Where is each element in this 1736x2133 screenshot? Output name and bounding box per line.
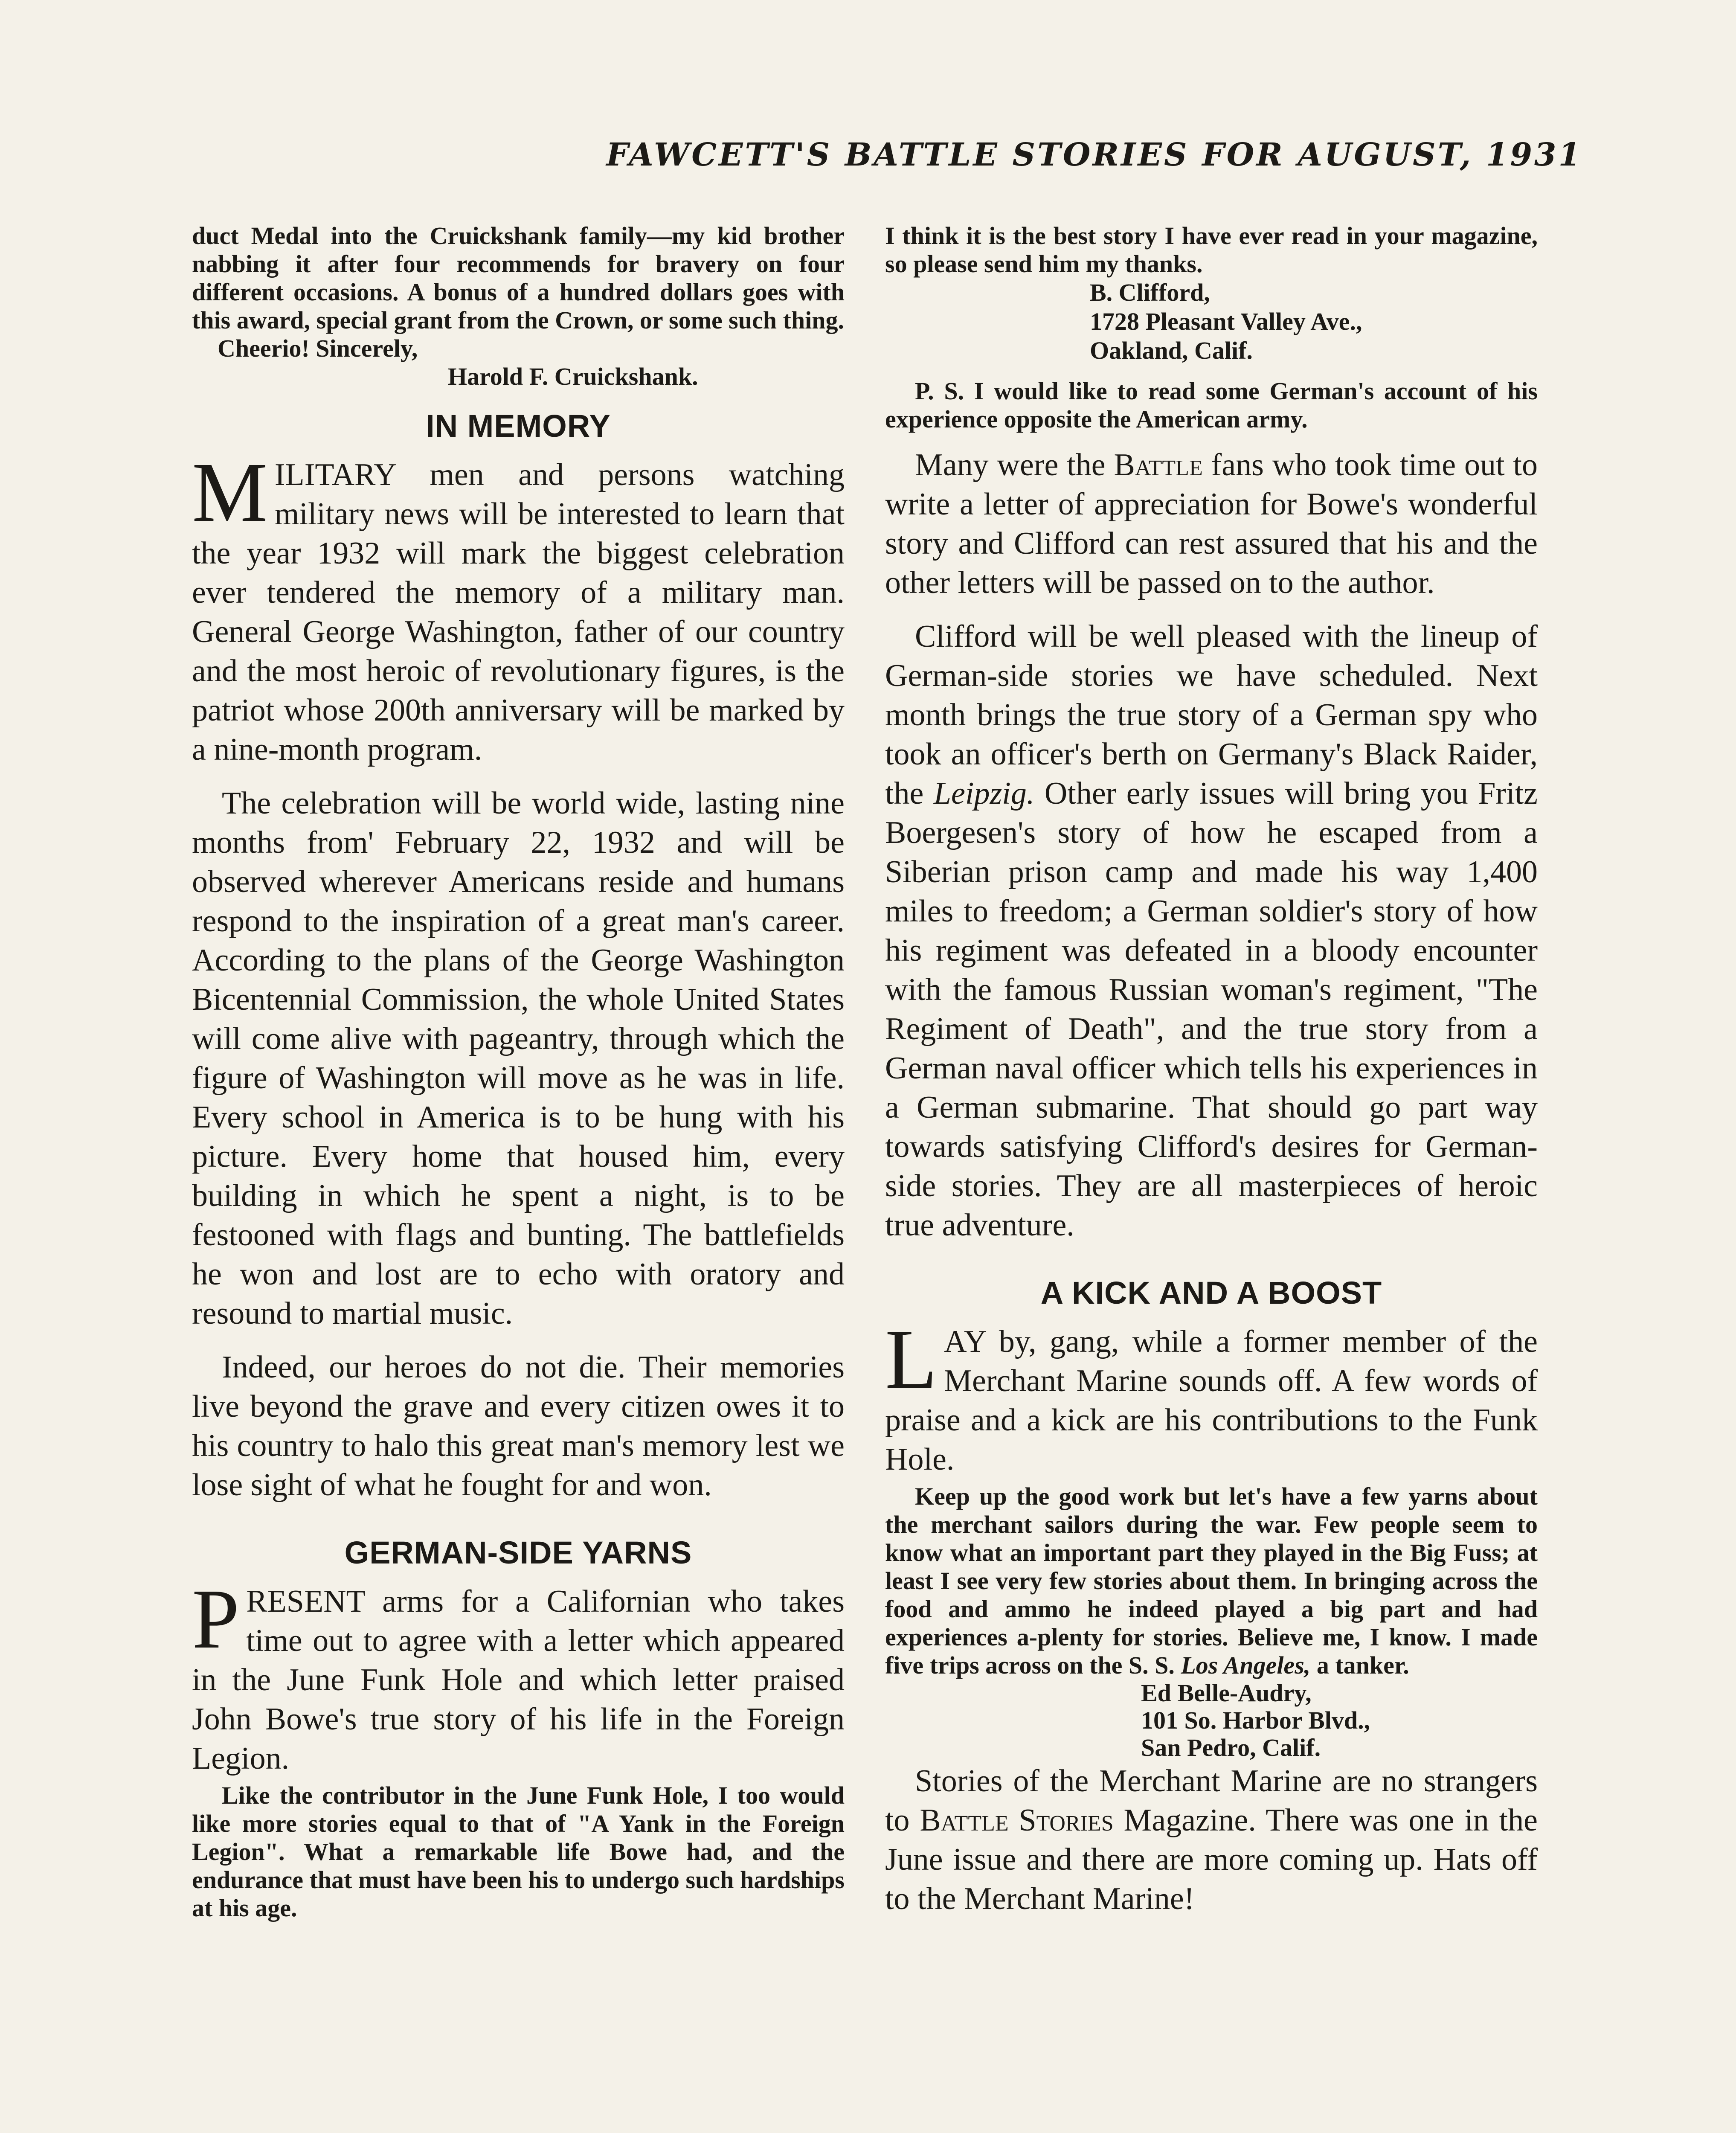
- letter-text: Keep up the good work but let's have a few yarns about the merchant sailors during the war. Few people seem to know what an important part they played in the Big Fuss; at least I see very few stories about them. In bringing across the food and ammo he indeed played a big part and had experiences a-plenty for stories. Believe me, I know. I made five trips across on the S. S.: [885, 1482, 1538, 1679]
- left-column: [192, 222, 845, 1934]
- battle-fans-paragraph: [885, 445, 1538, 602]
- letter-postscript: P. S. I would like to read some German's account of his experience opposite the American army.: [885, 377, 1538, 433]
- letter-cruickshank: [192, 222, 845, 391]
- letter-clifford: Like the contributor in the June Funk Hole, I too would like more stories equal to that of "A Yank in the Foreign Legion". What a remarkable life Bowe had, and the endurance that must have been his to undergo such hardships at his age.: [192, 1781, 845, 1922]
- paragraph-text: ILITARY men and persons watching military news will be interested to learn that the year 1932 will mark the biggest celebration ever tendered the memory of a military man. General George Washington, father of our country and the most heroic of revolutionary figures, is the patriot whose 200th anniversary will be marked by a nine-month program.: [192, 457, 845, 767]
- letter-signature: Harold F. Cruickshank.: [448, 363, 698, 390]
- magazine-name: Battle: [1114, 448, 1203, 482]
- paragraph-text: Clifford will be well pleased with the lineup of German-side stories we have scheduled. Next month brings the true story of a German spy who took an officer's berth on Germany's Black Raider, the: [885, 619, 1538, 811]
- drop-cap: M: [192, 445, 268, 540]
- heading-kick-and-boost: A KICK AND A BOOST: [1040, 1275, 1382, 1311]
- ship-name: Los Angeles,: [1181, 1651, 1311, 1679]
- kick-paragraph-1: [885, 1312, 1538, 1479]
- letter-closing: Cheerio! Sincerely,: [218, 334, 418, 362]
- address-clifford: [1090, 278, 1538, 365]
- paragraph-text: AY by, gang, while a former member of the Merchant Marine sounds off. A few words of praise and a kick are his contributions to the Funk Hole.: [885, 1324, 1538, 1477]
- letter-text: duct Medal into the Cruickshank family—my kid brother nabbing it after four recommends for bravery on four different occasions. A bonus of a hundred dollars goes with this award, special grant from the Crown, or some such thing.: [192, 222, 845, 334]
- letter-clifford-continued: I think it is the best story I have ever read in your magazine, so please send him my thanks.: [885, 222, 1538, 278]
- german-side-paragraph-1: [192, 1572, 845, 1778]
- drop-cap: L: [885, 1312, 938, 1407]
- paragraph-text: Many were the: [915, 448, 1114, 482]
- address-line: 1728 Pleasant Valley Ave.,: [1090, 308, 1362, 335]
- running-head: FAWCETT'S BATTLE STORIES FOR AUGUST, 1931: [606, 137, 1582, 173]
- letter-belle-audry: [885, 1482, 1538, 1680]
- paragraph-text: Magazine. There was one in the June issue and there are more coming up. Hats off to the Merchant Marine!: [885, 1803, 1538, 1916]
- heading-german-side-yarns: GERMAN-SIDE YARNS: [344, 1535, 692, 1570]
- letter-text: a tanker.: [1310, 1651, 1409, 1679]
- address-line: 101 So. Harbor Blvd.,: [1141, 1706, 1370, 1734]
- drop-cap: P: [192, 1572, 240, 1666]
- in-memory-paragraph-3: Indeed, our heroes do not die. Their memories live beyond the grave and every citizen owes it to his country to halo this great man's memory lest we lose sight of what he fought for and won.: [192, 1350, 845, 1502]
- paragraph-text: Stories of the Merchant Marine are no strangers to: [885, 1764, 1538, 1838]
- in-memory-paragraph-1: [192, 445, 845, 769]
- address-belle-audry: [1141, 1680, 1538, 1761]
- address-line: Oakland, Calif.: [1090, 337, 1253, 364]
- paragraph-text: Other early issues will bring you Fritz Boergesen's story of how he escaped from a Siberian prison camp and made his way 1,400 miles to freedom; a German soldier's story of how his regiment was defeated in a bloody encounter with the famous Russian woman's regiment, "The Regiment of Death", and the true story from a German naval officer which tells his experiences in a German submarine. That should go part way towards satisfying Clifford's desires for German-side stories. They are all masterpieces of heroic true adventure.: [885, 776, 1538, 1243]
- address-line: B. Clifford,: [1090, 279, 1210, 306]
- address-line: Ed Belle-Audry,: [1141, 1679, 1312, 1707]
- magazine-name: Battle Stories: [920, 1803, 1114, 1838]
- ship-name: Leipzig.: [933, 776, 1035, 811]
- address-line: San Pedro, Calif.: [1141, 1734, 1321, 1761]
- in-memory-paragraph-2: The celebration will be world wide, lasting nine months from' February 22, 1932 and will be observed wherever Americans reside and humans respond to the inspiration of a great man's career. According to the plans of the George Washington Bicentennial Commission, the whole United States will come alive with pageantry, through which the figure of Washington will move as he was in life. Every school in America is to be hung with his picture. Every home that housed him, every building in which he spent a night, is to be festooned with flags and bunting. The battlefields he won and lost are to echo with oratory and resound to martial music.: [192, 786, 845, 1331]
- merchant-marine-paragraph: [885, 1761, 1538, 1918]
- paragraph-text: RESENT arms for a Californian who takes time out to agree with a letter which appeared in the June Funk Hole and which letter praised John Bowe's true story of his life in the Foreign Legion.: [192, 1584, 845, 1776]
- lineup-paragraph: [885, 617, 1538, 1245]
- paragraph-text: fans who took time out to write a letter of appreciation for Bowe's wonderful story and Clifford can rest assured that his and the other letters will be passed on to the author.: [885, 448, 1538, 600]
- heading-in-memory: IN MEMORY: [426, 408, 611, 444]
- right-column: [885, 222, 1538, 1933]
